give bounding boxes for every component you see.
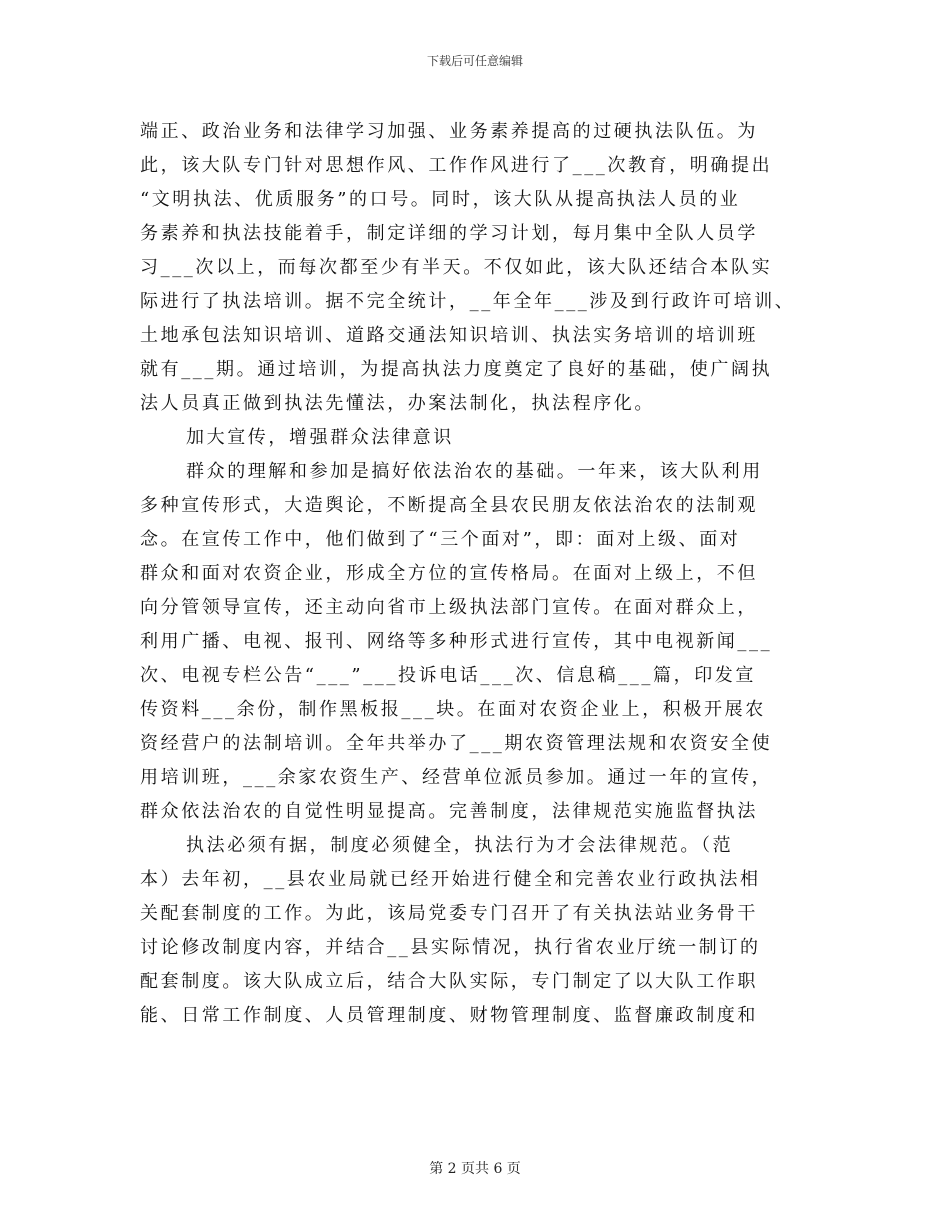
section-heading: 加大宣传，增强群众法律意识	[186, 427, 454, 448]
body-line: 利用广播、电视、报刊、网络等多种形式进行宣传，其中电视新闻___	[140, 631, 773, 652]
body-line: 念。在宣传工作中，他们做到了“三个面对”，即：面对上级、面对	[140, 529, 741, 550]
body-line: 此，该大队专门针对思想作风、工作作风进行了___次教育，明确提出	[140, 155, 773, 176]
body-line: 资经营户的法制培训。全年共举办了___期农资管理法规和农资安全使	[140, 733, 773, 754]
body-line: 土地承包法知识培训、道路交通法知识培训、执法实务培训的培训班	[140, 325, 758, 346]
body-line: 次、电视专栏公告“___”___投诉电话___次、信息稿___篇，印发宣	[140, 665, 757, 686]
page-footer: 第 2 页共 6 页	[429, 1161, 521, 1177]
body-line: 讨论修改制度内容，并结合__县实际情况，执行省农业厅统一制订的	[140, 937, 761, 958]
body-line: 用培训班，___余家农资生产、经营单位派员参加。通过一年的宣传，	[140, 767, 773, 788]
page-header: 下载后可任意编辑	[426, 54, 523, 68]
body-line: 能、日常工作制度、人员管理制度、财物管理制度、监督廉政制度和	[140, 1005, 758, 1026]
body-line: 多种宣传形式，大造舆论，不断提高全县农民朋友依法治农的法制观	[140, 495, 758, 516]
body-line: 关配套制度的工作。为此，该局党委专门召开了有关执法站业务骨干	[140, 903, 758, 924]
body-line: 配套制度。该大队成立后，结合大队实际，专门制定了以大队工作职	[140, 971, 758, 992]
body-line: 本）去年初，__县农业局就已经开始进行健全和完善农业行政执法相	[140, 869, 761, 890]
body-line: 群众依法治农的自觉性明显提高。完善制度，法律规范实施监督执法	[140, 801, 758, 822]
body-line: 际进行了执法培训。据不完全统计，__年全年___涉及到行政许可培训、	[140, 291, 796, 312]
body-line: 执法必须有据，制度必须健全，执法行为才会法律规范。（范	[186, 835, 734, 856]
body-line: 就有___期。通过培训，为提高执法力度奠定了良好的基础，使广阔执	[140, 359, 773, 380]
body-line: 务素养和执法技能着手，制定详细的学习计划，每月集中全队人员学	[140, 223, 758, 244]
body-line: 群众的理解和参加是搞好依法治农的基础。一年来，该大队利用	[186, 461, 763, 482]
body-line: “文明执法、优质服务”的口号。同时，该大队从提高执法人员的业	[140, 189, 741, 210]
body-line: 端正、政治业务和法律学习加强、业务素养提高的过硬执法队伍。为	[140, 121, 758, 142]
body-line: 向分管领导宣传，还主动向省市上级执法部门宣传。在面对群众上，	[140, 597, 758, 618]
body-line: 群众和面对农资企业，形成全方位的宣传格局。在面对上级上，不但	[140, 563, 758, 584]
body-line: 法人员真正做到执法先懂法，办案法制化，执法程序化。	[140, 393, 655, 414]
body-line: 习___次以上，而每次都至少有半天。不仅如此，该大队还结合本队实	[140, 257, 773, 278]
body-line: 传资料___余份，制作黑板报___块。在面对农资企业上，积极开展农	[140, 699, 766, 720]
